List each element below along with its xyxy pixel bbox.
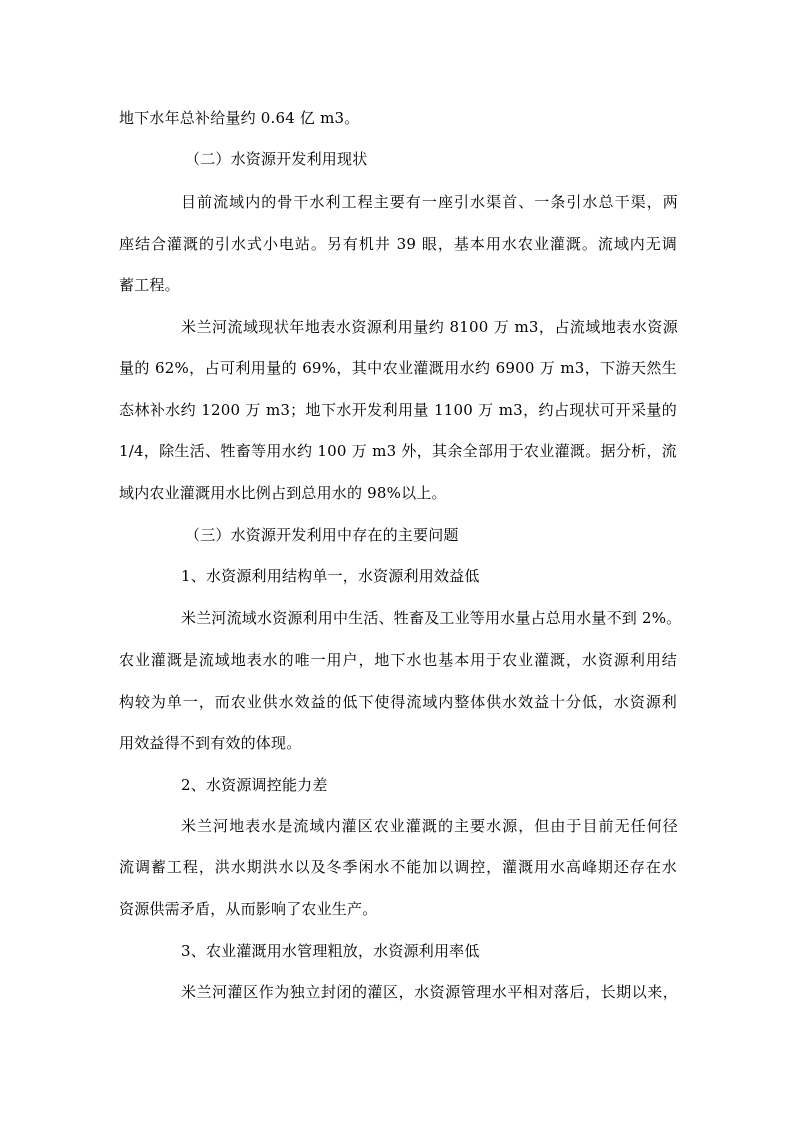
subsection-heading: 1、水资源利用结构单一，水资源利用效益低 (181, 567, 480, 585)
text-line: 米兰河流域水资源利用中生活、牲畜及工业等用水量占总用水量不到 2%。 (181, 609, 682, 627)
subsection-heading: 2、水资源调控能力差 (181, 776, 328, 794)
text-line: 米兰河流域现状年地表水资源利用量约 8100 万 m3，占流域地表水资源 (181, 318, 678, 336)
text-line: 蓄工程。 (119, 276, 180, 294)
text-line: 量的 62%，占可利用量的 69%，其中农业灌溉用水约 6900 万 m3，下游天然生 (119, 359, 677, 377)
text-line: 构较为单一，而农业供水效益的低下使得流域内整体供水效益十分低，水资源利 (119, 693, 677, 711)
text-line: 目前流域内的骨干水利工程主要有一座引水渠首、一条引水总干渠，两 (181, 193, 678, 211)
text-line: 农业灌溉是流域地表水的唯一用户，地下水也基本用于农业灌溉，水资源利用结 (119, 651, 677, 669)
text-line: 地下水年总补给量约 0.64 亿 m3。 (119, 109, 360, 127)
section-heading: （三）水资源开发利用中存在的主要问题 (185, 526, 459, 544)
text-line: 域内农业灌溉用水比例占到总用水的 98%以上。 (119, 484, 447, 502)
text-line: 资源供需矛盾，从而影响了农业生产。 (119, 900, 378, 918)
text-line: 流调蓄工程，洪水期洪水以及冬季闲水不能加以调控，灌溉用水高峰期还存在水 (119, 858, 677, 876)
section-heading: （二）水资源开发利用现状 (185, 150, 368, 168)
text-line: 1/4，除生活、牲畜等用水约 100 万 m3 外，其余全部用于农业灌溉。据分析，流 (119, 442, 677, 460)
text-line: 米兰河地表水是流域内灌区农业灌溉的主要水源，但由于目前无任何径 (181, 817, 678, 835)
text-line: 态林补水约 1200 万 m3；地下水开发利用量 1100 万 m3，约占现状可开采量的 (119, 401, 677, 419)
text-line: 座结合灌溉的引水式小电站。另有机井 39 眼，基本用水农业灌溉。流域内无调 (119, 235, 677, 253)
text-line: 米兰河灌区作为独立封闭的灌区，水资源管理水平相对落后，长期以来， (181, 983, 678, 1001)
text-line: 用效益得不到有效的体现。 (119, 734, 302, 752)
subsection-heading: 3、农业灌溉用水管理粗放，水资源利用率低 (181, 942, 480, 960)
